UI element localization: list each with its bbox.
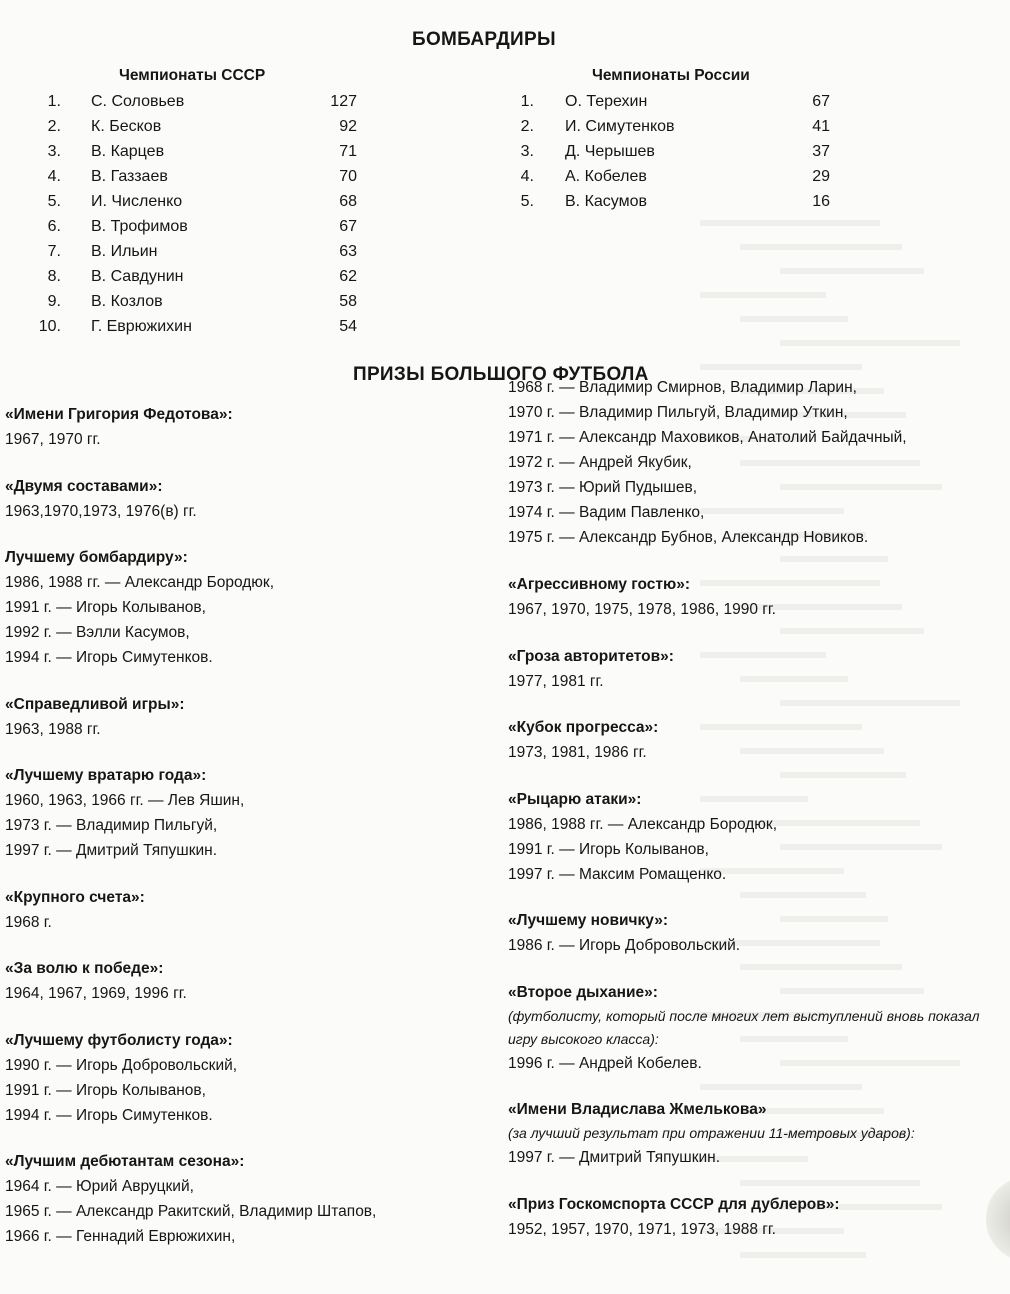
goals: 67 — [339, 218, 357, 235]
prize-block — [5, 1028, 485, 1128]
rank: 1. — [520, 93, 534, 110]
prize-line: 1964 г. — Юрий Авруцкий, — [5, 1178, 194, 1195]
prize-block — [508, 980, 998, 1076]
prize-title: «Крупного счета»: — [5, 888, 145, 906]
player-name: К. Бесков — [91, 118, 162, 135]
rank: 7. — [47, 243, 61, 260]
prize-line: 1990 г. — Игорь Добровольский, — [5, 1056, 238, 1074]
prize-line: 1991 г. — Игорь Колыванов, — [5, 599, 206, 616]
rank: 6. — [47, 218, 61, 235]
ussr-section-title: Чемпионаты СССР — [119, 67, 266, 84]
prize-line: 1977, 1981 гг. — [508, 672, 604, 690]
prize-block — [508, 1097, 998, 1170]
prize-title: «Лучшему футболисту года»: — [5, 1031, 233, 1049]
player-name: В. Козлов — [91, 293, 163, 310]
bleed-through-stroke — [780, 268, 924, 274]
goals: 29 — [812, 168, 830, 185]
goals: 41 — [812, 118, 830, 135]
rank: 4. — [47, 168, 61, 185]
prize-debutants-continuation — [508, 375, 998, 550]
prize-title: Лучшему бомбардиру»: — [5, 549, 188, 566]
scorers-title: БОМБАРДИРЫ — [412, 29, 556, 50]
prize-title: «Лучшему новичку»: — [508, 912, 669, 929]
prize-line: 1997 г. — Максим Ромащенко. — [508, 865, 727, 883]
bleed-through-stroke — [740, 316, 848, 322]
prizes-left-column — [5, 402, 485, 1271]
prize-line: 1963,1970,1973, 1976(в) гг. — [5, 502, 197, 520]
player-name: В. Савдунин — [91, 268, 184, 285]
prize-note: (футболисту, который после многих лет выступлений вновь показал игру высокого класса): — [508, 1007, 980, 1047]
prize-line: 1967, 1970 гг. — [5, 431, 101, 448]
prize-title: «За волю к победе»: — [5, 960, 164, 977]
prize-line: 1973 г. — Владимир Пильгуй, — [5, 817, 218, 834]
prize-block — [5, 885, 485, 935]
prize-line: 1972 г. — Андрей Якубик, — [508, 454, 692, 471]
prize-note: (за лучший результат при отражении 11-метровых ударов): — [508, 1125, 915, 1141]
prize-block — [508, 787, 998, 887]
prize-line: 1991 г. — Игорь Колыванов, — [5, 1081, 206, 1099]
prize-title: «Рыцарю атаки»: — [508, 790, 642, 808]
prize-block — [5, 1149, 485, 1249]
prize-title: «Приз Госкомспорта СССР для дублеров»: — [508, 1195, 840, 1213]
goals: 68 — [339, 193, 357, 210]
rank: 10. — [38, 318, 61, 335]
player-name: И. Численко — [91, 193, 183, 210]
russia-section-title: Чемпионаты России — [592, 67, 750, 84]
goals: 70 — [339, 168, 357, 185]
prize-title: «Лучшему вратарю года»: — [5, 767, 207, 784]
prize-line: 1970 г. — Владимир Пильгуй, Владимир Уткин, — [508, 404, 848, 421]
goals: 37 — [812, 143, 830, 160]
rank: 3. — [47, 143, 61, 160]
table-row — [0, 289, 380, 314]
player-name: Г. Еврюжихин — [91, 318, 192, 335]
russia-scorers-table — [0, 89, 850, 214]
table-row — [0, 114, 850, 139]
table-row — [0, 189, 850, 214]
goals: 92 — [339, 118, 357, 135]
prize-line: 1974 г. — Вадим Павленко, — [508, 504, 705, 521]
table-row — [0, 164, 850, 189]
prize-line: 1963, 1988 гг. — [5, 720, 101, 738]
prize-block — [5, 402, 485, 452]
prize-block — [508, 644, 998, 694]
rank: 2. — [47, 118, 61, 135]
prize-title: «Справедливой игры»: — [5, 695, 185, 713]
player-name: А. Кобелев — [565, 168, 647, 185]
player-name: О. Терехин — [565, 93, 648, 110]
prize-line: 1968 г. — [5, 913, 52, 931]
prize-title: «Лучшим дебютантам сезона»: — [5, 1153, 245, 1170]
prize-title: «Агрессивному гостю»: — [508, 576, 691, 593]
prize-line: 1960, 1963, 1966 гг. — Лев Яшин, — [5, 792, 245, 809]
prize-line: 1994 г. — Игорь Симутенков. — [5, 1106, 213, 1124]
player-name: И. Симутенков — [565, 118, 675, 135]
prize-line: 1964, 1967, 1969, 1996 гг. — [5, 985, 187, 1002]
goals: 58 — [339, 293, 357, 310]
player-name: В. Карцев — [91, 143, 165, 160]
table-row — [0, 264, 380, 289]
rank: 5. — [520, 193, 534, 210]
table-row — [0, 314, 380, 339]
prize-title: «Имени Владислава Жмелькова» — [508, 1101, 767, 1118]
rank: 8. — [47, 268, 61, 285]
rank: 5. — [47, 193, 61, 210]
goals: 54 — [339, 318, 357, 335]
prize-line: 1994 г. — Игорь Симутенков. — [5, 649, 213, 666]
player-name: В. Трофимов — [91, 218, 188, 235]
prize-block — [5, 956, 485, 1006]
prize-line: 1975 г. — Александр Бубнов, Александр Новиков. — [508, 529, 869, 546]
bleed-through-stroke — [700, 220, 880, 226]
player-name: С. Соловьев — [91, 93, 185, 110]
table-row — [0, 214, 380, 239]
prize-line: 1991 г. — Игорь Колыванов, — [508, 840, 709, 858]
table-row — [0, 239, 380, 264]
prize-line: 1997 г. — Дмитрий Тяпушкин. — [5, 842, 217, 859]
player-name: В. Газзаев — [91, 168, 168, 185]
prize-block — [5, 763, 485, 863]
prize-line: 1986, 1988 гг. — Александр Бородюк, — [5, 574, 275, 591]
rank: 2. — [520, 118, 534, 135]
goals: 67 — [812, 93, 830, 110]
rank: 1. — [47, 93, 61, 110]
prize-line: 1973, 1981, 1986 гг. — [508, 744, 647, 761]
prize-line: 1967, 1970, 1975, 1978, 1986, 1990 гг. — [508, 601, 776, 618]
prize-line: 1986, 1988 гг. — Александр Бородюк, — [508, 815, 778, 833]
prize-block — [508, 1192, 998, 1242]
prize-title: «Второе дыхание»: — [508, 983, 658, 1001]
bleed-through-stroke — [740, 244, 902, 250]
prize-line: 1997 г. — Дмитрий Тяпушкин. — [508, 1149, 720, 1166]
prize-line: 1973 г. — Юрий Пудышев, — [508, 479, 698, 496]
player-name: В. Касумов — [565, 193, 647, 210]
prize-title: «Двумя составами»: — [5, 477, 163, 495]
goals: 62 — [339, 268, 357, 285]
prize-line: 1971 г. — Александр Маховиков, Анатолий Байдачный, — [508, 429, 907, 446]
player-name: Д. Черышев — [565, 143, 655, 160]
prize-block — [508, 908, 998, 958]
prize-block — [5, 692, 485, 742]
goals: 63 — [339, 243, 357, 260]
prize-line: 1986 г. — Игорь Добровольский. — [508, 937, 741, 954]
player-name: В. Ильин — [91, 243, 158, 260]
prize-block — [5, 545, 485, 670]
goals: 71 — [339, 143, 357, 160]
rank: 3. — [520, 143, 534, 160]
prize-title: «Гроза авторитетов»: — [508, 647, 674, 665]
prizes-title: ПРИЗЫ БОЛЬШОГО ФУТБОЛА — [353, 364, 649, 385]
goals: 127 — [330, 93, 357, 110]
prize-line: 1966 г. — Геннадий Еврюжихин, — [5, 1228, 236, 1245]
prizes-right-column — [508, 375, 998, 1263]
prize-title: «Кубок прогресса»: — [508, 719, 659, 736]
prize-block — [508, 572, 998, 622]
bleed-through-stroke — [780, 340, 960, 346]
goals: 16 — [812, 193, 830, 210]
prize-line: 1952, 1957, 1970, 1971, 1973, 1988 гг. — [508, 1220, 776, 1238]
prize-title: «Имени Григория Федотова»: — [5, 406, 233, 423]
prize-block — [508, 715, 998, 765]
rank: 9. — [47, 293, 61, 310]
bleed-through-stroke — [700, 292, 826, 298]
table-row — [0, 139, 850, 164]
bleed-through-stroke — [700, 364, 862, 370]
prize-line: 1992 г. — Вэлли Касумов, — [5, 624, 190, 641]
table-row — [0, 89, 850, 114]
prize-line: 1996 г. — Андрей Кобелев. — [508, 1054, 702, 1072]
rank: 4. — [520, 168, 534, 185]
prize-line: 1968 г. — Владимир Смирнов, Владимир Ларин, — [508, 379, 857, 396]
prize-block — [5, 474, 485, 524]
prize-line: 1965 г. — Александр Ракитский, Владимир Штапов, — [5, 1203, 377, 1220]
